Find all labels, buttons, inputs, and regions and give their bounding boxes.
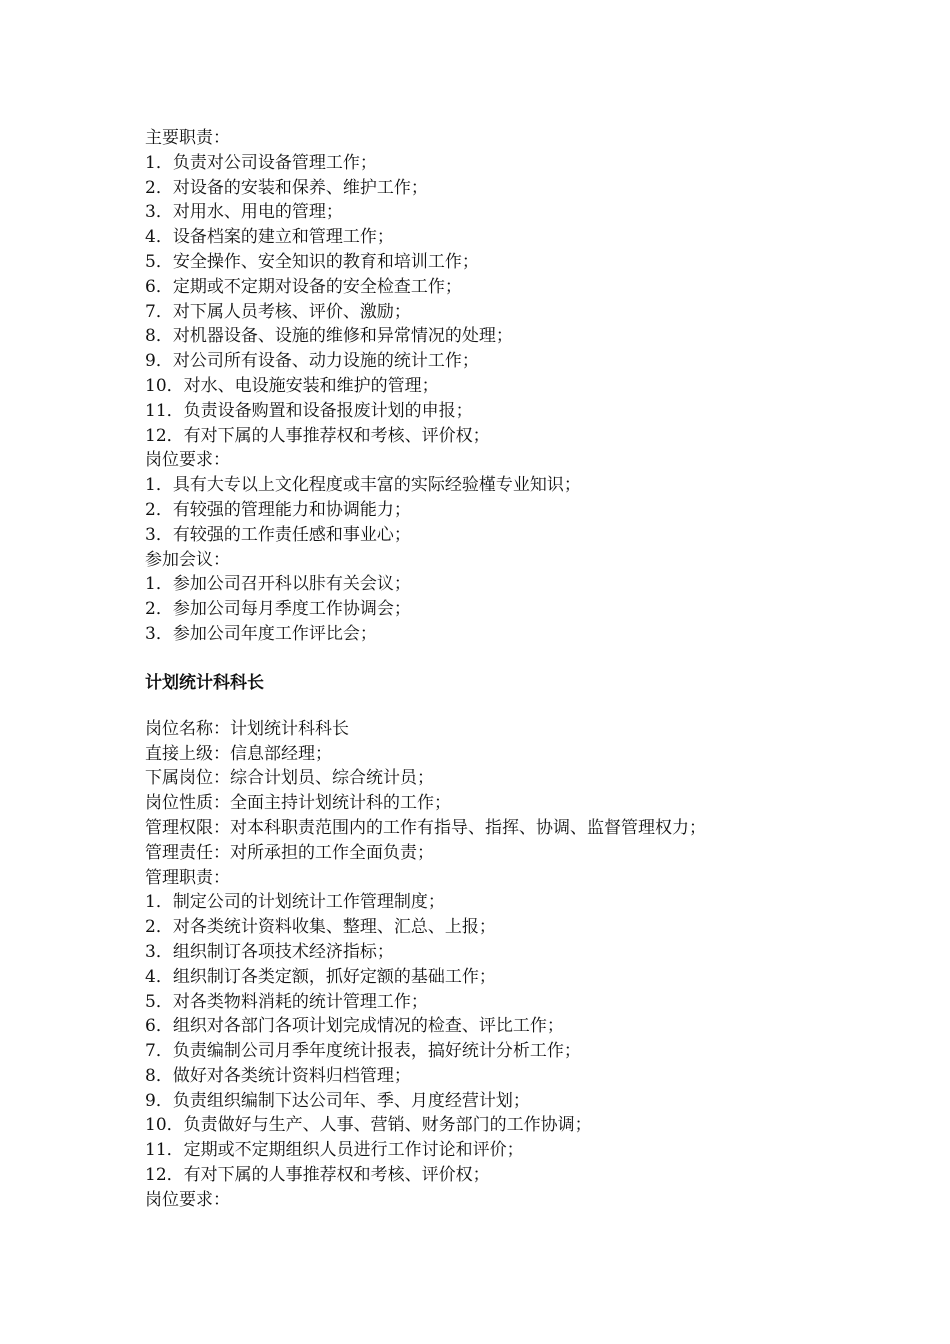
text-line: 参加会议： <box>145 549 230 570</box>
text-line: 2．有较强的管理能力和协调能力； <box>145 499 411 520</box>
text-line: 10．负责做好与生产、人事、营销、财务部门的工作协调； <box>145 1115 592 1136</box>
text-line: 2．对设备的安装和保养、维护工作； <box>145 177 428 198</box>
section-planning-statistics <box>145 717 925 1213</box>
text-line: 9．对公司所有设备、动力设施的统计工作； <box>145 351 479 372</box>
text-line: 管理责任：对所承担的工作全面负责； <box>145 842 434 863</box>
text-line: 下属岗位：综合计划员、综合统计员； <box>145 768 434 789</box>
text-line: 11．定期或不定期组织人员进行工作讨论和评价； <box>145 1140 524 1161</box>
text-line: 管理职责： <box>145 867 230 888</box>
text-line: 2．对各类统计资料收集、整理、汇总、上报； <box>145 917 496 938</box>
document-page <box>145 126 925 1213</box>
text-line: 8．做好对各类统计资料归档管理； <box>145 1065 411 1086</box>
text-line: 7．对下属人员考核、评价、激励； <box>145 301 411 322</box>
text-line: 岗位要求： <box>145 450 230 471</box>
text-line: 1．参加公司召开科以胩有关会议； <box>145 574 411 595</box>
section-equipment-duties <box>145 126 925 647</box>
text-line: 10．对水、电设施安装和维护的管理； <box>145 375 439 396</box>
section-heading: 计划统计科科长 <box>145 672 264 693</box>
text-line: 岗位名称：计划统计科科长 <box>145 718 349 739</box>
text-line: 1．负责对公司设备管理工作； <box>145 152 377 173</box>
text-line: 12．有对下属的人事推荐权和考核、评价权； <box>145 1165 490 1186</box>
text-line: 直接上级：信息部经理； <box>145 743 332 764</box>
text-line: 1．制定公司的计划统计工作管理制度； <box>145 892 445 913</box>
text-line: 8．对机器设备、设施的维修和异常情况的处理； <box>145 326 513 347</box>
text-line: 管理权限：对本科职责范围内的工作有指导、指挥、协调、监督管理权力； <box>145 817 706 838</box>
text-line: 2．参加公司每月季度工作协调会； <box>145 599 411 620</box>
text-line: 3．组织制订各项技术经济指标； <box>145 941 394 962</box>
text-line: 5．安全操作、安全知识的教育和培训工作； <box>145 251 479 272</box>
text-line: 3．对用水、用电的管理； <box>145 202 343 223</box>
text-line: 4．组织制订各类定额，抓好定额的基础工作； <box>145 966 496 987</box>
text-line: 4．设备档案的建立和管理工作； <box>145 227 394 248</box>
text-line: 1．具有大专以上文化程度或丰富的实际经验槿专业知识； <box>145 475 581 496</box>
text-line: 11．负责设备购置和设备报废计划的申报； <box>145 400 473 421</box>
text-line: 3．有较强的工作责任感和事业心； <box>145 524 411 545</box>
text-line: 岗位性质：全面主持计划统计科的工作； <box>145 793 451 814</box>
text-line: 3．参加公司年度工作评比会； <box>145 623 377 644</box>
text-line: 9．负责组织编制下达公司年、季、月度经营计划； <box>145 1090 530 1111</box>
text-line: 6．组织对各部门各项计划完成情况的检查、评比工作； <box>145 1016 564 1037</box>
text-line: 5．对各类物料消耗的统计管理工作； <box>145 991 428 1012</box>
text-line: 12．有对下属的人事推荐权和考核、评价权； <box>145 425 490 446</box>
text-line: 岗位要求： <box>145 1189 230 1210</box>
text-line: 7．负责编制公司月季年度统计报表，搞好统计分析工作； <box>145 1041 581 1062</box>
text-line: 主要职责： <box>145 128 230 148</box>
text-line: 6．定期或不定期对设备的安全检查工作； <box>145 276 462 297</box>
